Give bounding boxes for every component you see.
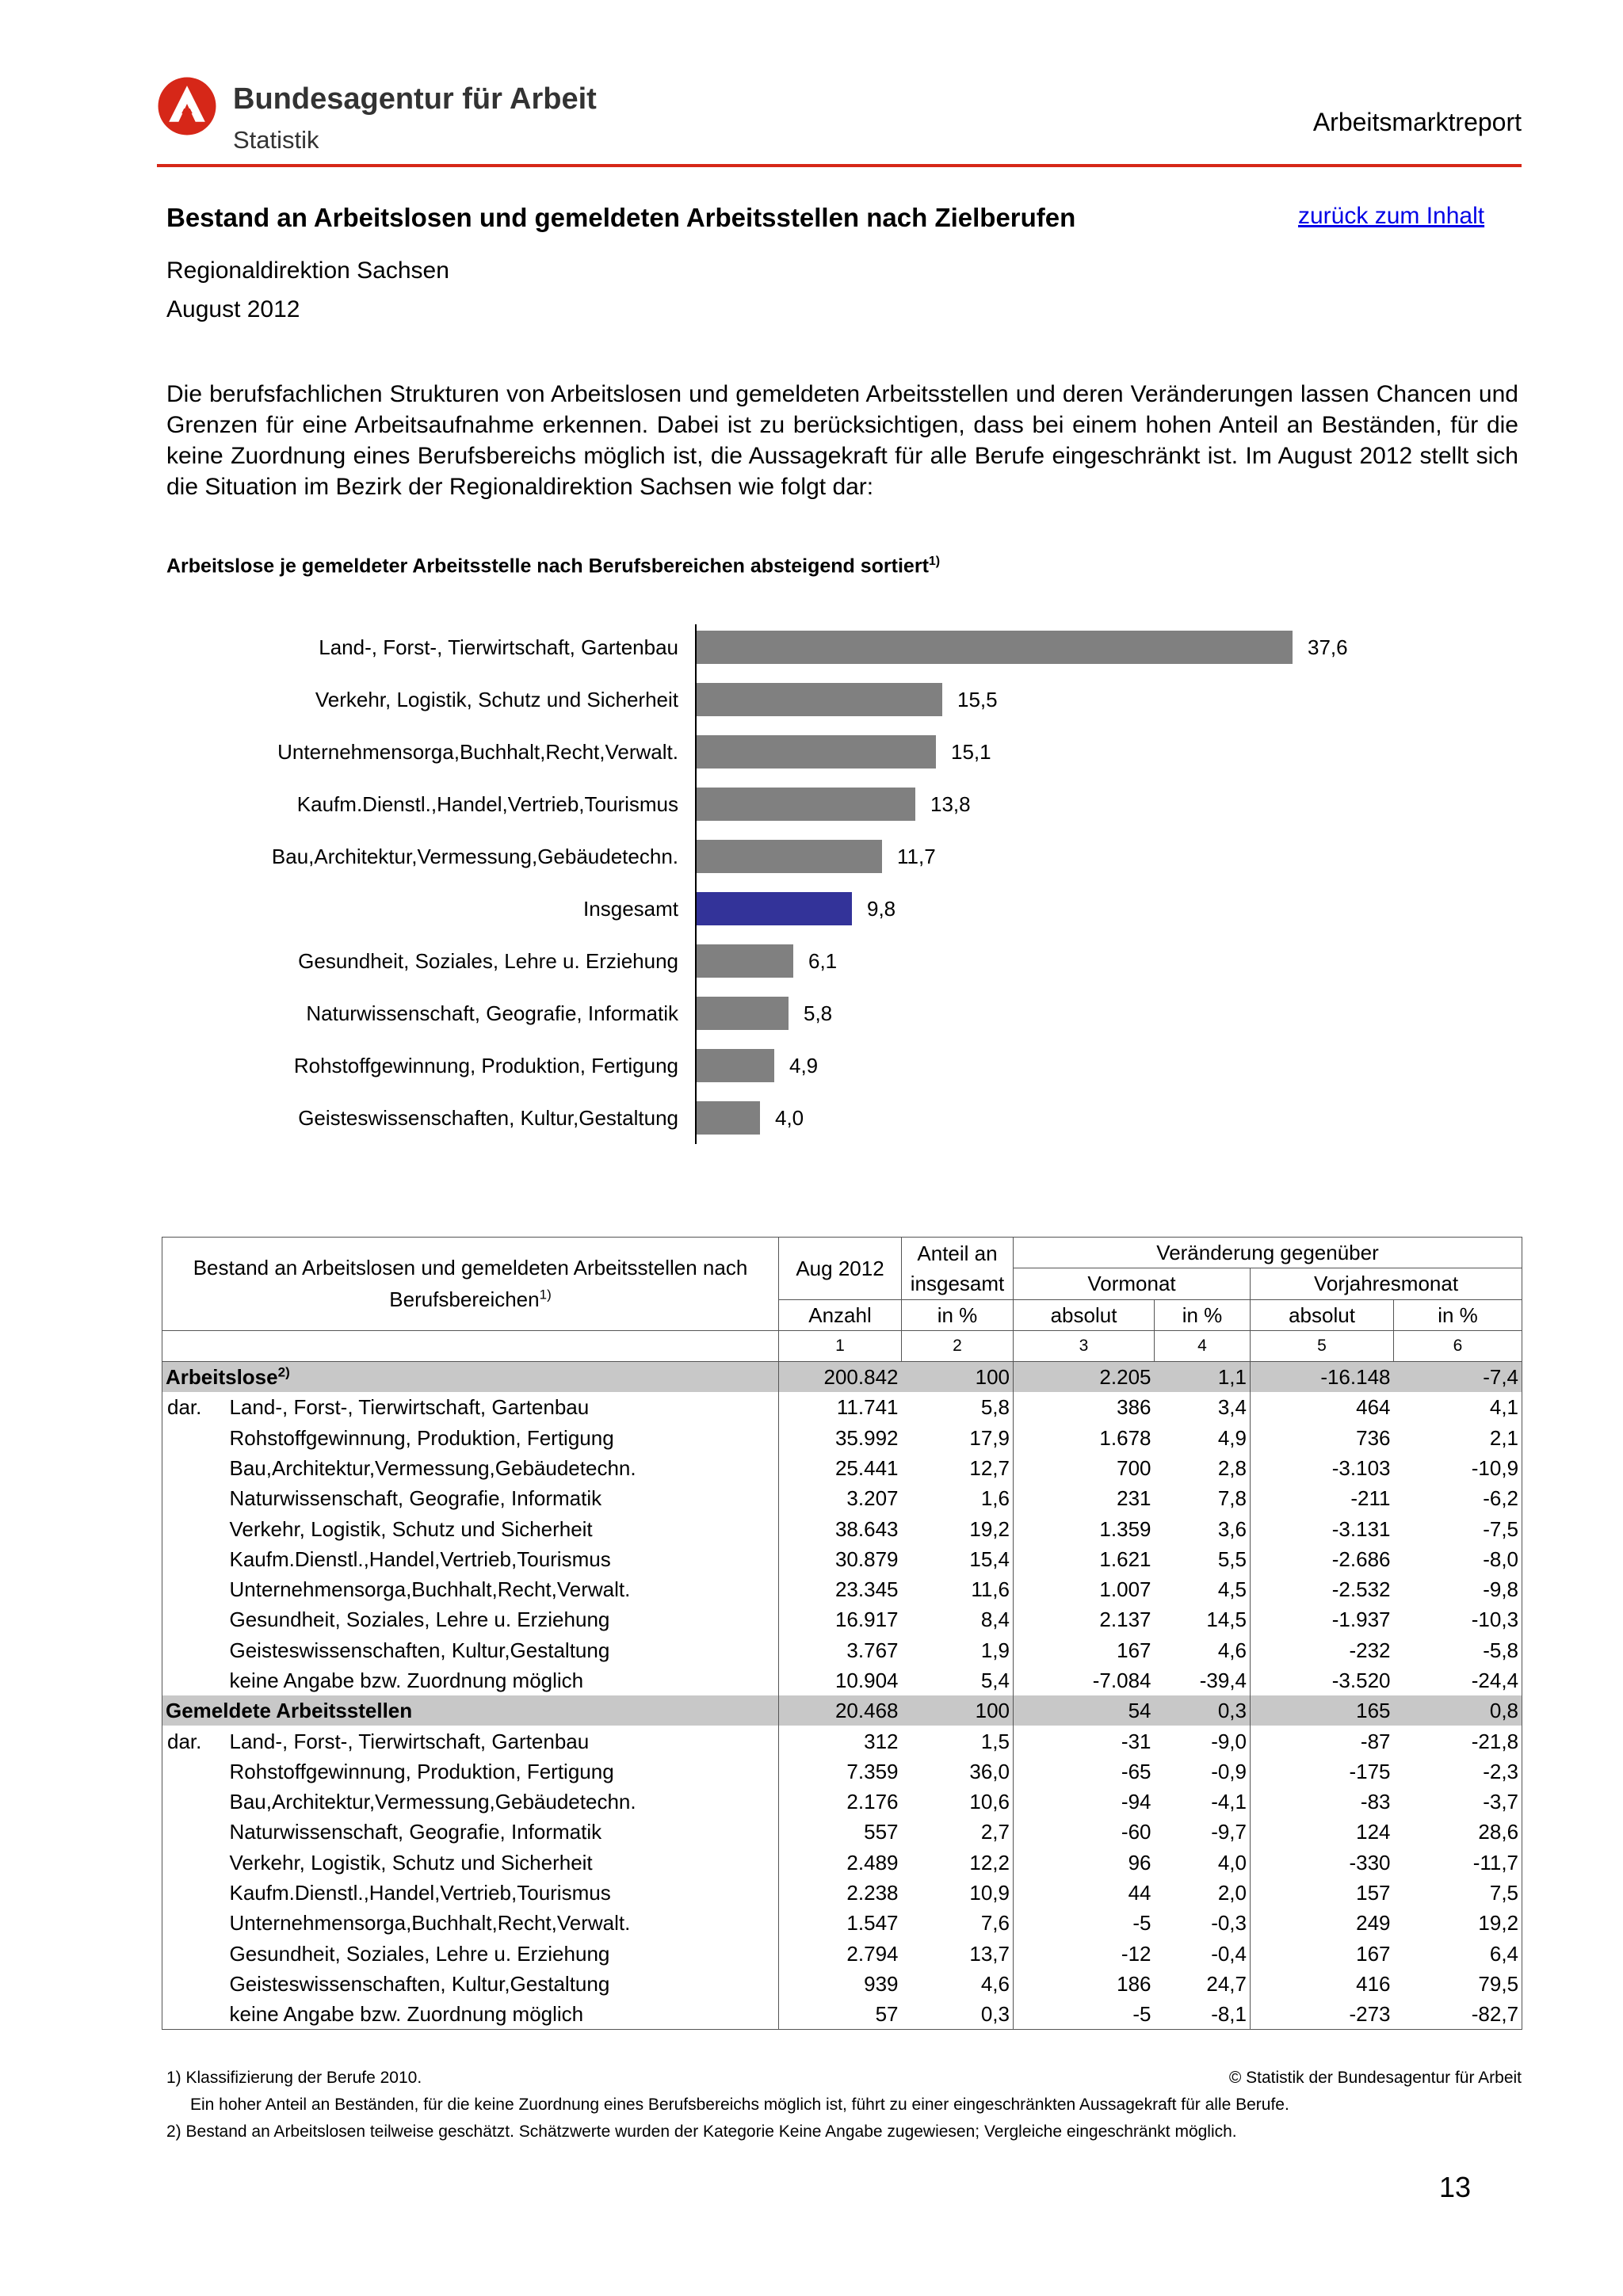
dar-label: dar. xyxy=(162,1392,220,1422)
col-head-change: Veränderung gegenüber xyxy=(1014,1238,1522,1268)
chart-category-label: Rohstoffgewinnung, Produktion, Fertigung xyxy=(293,1054,678,1077)
cell-value: 167 xyxy=(1117,1638,1151,1662)
cell-value: 30.879 xyxy=(834,1547,899,1571)
group-value: 165 xyxy=(1251,1695,1394,1726)
chart-value-label: 5,8 xyxy=(804,1001,833,1025)
chart-category-label: Verkehr, Logistik, Schutz und Sicherheit xyxy=(315,688,678,711)
cell-value: 2,0 xyxy=(1155,1878,1251,1908)
group-value: -7,4 xyxy=(1394,1361,1522,1392)
cell-value: 1,9 xyxy=(902,1635,1014,1665)
cell-value: 23.345 xyxy=(834,1577,899,1602)
chart-category-label: Geisteswissenschaften, Kultur,Gestaltung xyxy=(298,1106,678,1130)
cell-value: 186 xyxy=(1117,1971,1151,1996)
cell-value: -211 xyxy=(1350,1486,1391,1511)
cell-value: 10,6 xyxy=(902,1787,1014,1817)
cell-value: 8,4 xyxy=(902,1604,1014,1634)
cell-value: 1.007 xyxy=(1099,1577,1151,1602)
dar-label xyxy=(162,1483,220,1513)
group-value: 0,3 xyxy=(1155,1695,1251,1726)
footnote-1-detail: Ein hoher Anteil an Beständen, für die keine Zuordnung eines Berufsbereichs möglich ist, führt zu einer eingeschränkten Aussagekraft für alle Berufe. xyxy=(190,2096,1289,2114)
cell-value: 2.794 xyxy=(846,1941,899,1966)
cell-value: 7,8 xyxy=(1155,1483,1251,1513)
row-label: Rohstoffgewinnung, Produktion, Fertigung xyxy=(220,1756,779,1787)
row-label: Verkehr, Logistik, Schutz und Sicherheit xyxy=(220,1848,779,1878)
cell-value: 4,0 xyxy=(1155,1848,1251,1878)
dar-label xyxy=(162,1604,220,1634)
cell-value: -7,5 xyxy=(1394,1513,1522,1543)
chart-bar xyxy=(697,683,942,716)
col-number: 4 xyxy=(1155,1330,1251,1361)
table-group-row xyxy=(162,1361,1522,1392)
group-value: 2.205 xyxy=(1014,1361,1155,1392)
cell-value: 16.917 xyxy=(834,1608,899,1632)
col-number-blank xyxy=(162,1330,779,1361)
cell-value: 35.992 xyxy=(834,1425,899,1450)
cell-value: -39,4 xyxy=(1155,1665,1251,1695)
logo-subtitle: Statistik xyxy=(233,126,319,154)
cell-value: -2.686 xyxy=(1331,1547,1391,1571)
table-row xyxy=(162,1908,1522,1938)
cell-value: 4,9 xyxy=(1155,1422,1251,1452)
col-head-vorjahr: Vorjahresmonat xyxy=(1251,1268,1522,1299)
cell-value: 25.441 xyxy=(834,1455,899,1480)
cell-value: 3,6 xyxy=(1155,1513,1251,1543)
group-value: 0,8 xyxy=(1394,1695,1522,1726)
group-label: Arbeitslose$^{2)}$ xyxy=(162,1361,779,1392)
chart-bar xyxy=(697,735,936,769)
cell-value: 14,5 xyxy=(1155,1604,1251,1634)
cell-value: 1,6 xyxy=(902,1483,1014,1513)
cell-value: -94 xyxy=(1121,1790,1151,1814)
chart-category-label: Naturwissenschaft, Geografie, Informatik xyxy=(306,1001,678,1025)
chart-bar xyxy=(697,1049,774,1082)
cell-value: -3.131 xyxy=(1331,1516,1391,1541)
cell-value: -10,3 xyxy=(1394,1604,1522,1634)
cell-value: -0,3 xyxy=(1155,1908,1251,1938)
region-label: Regionaldirektion Sachsen xyxy=(166,257,449,284)
row-label: Naturwissenschaft, Geografie, Informatik xyxy=(220,1817,779,1847)
table-row xyxy=(162,1604,1522,1634)
group-value: 1,1 xyxy=(1155,1361,1251,1392)
row-label: Bau,Architektur,Vermessung,Gebäudetechn. xyxy=(220,1787,779,1817)
table-body xyxy=(162,1361,1522,2030)
dar-label xyxy=(162,1908,220,1938)
cell-value: 2.137 xyxy=(1099,1608,1151,1632)
dar-label xyxy=(162,1453,220,1483)
table-row xyxy=(162,1635,1522,1665)
cell-value: -2.532 xyxy=(1331,1577,1391,1602)
cell-value: 2,1 xyxy=(1394,1422,1522,1452)
cell-value: -4,1 xyxy=(1155,1787,1251,1817)
chart-category-label: Unternehmensorga,Buchhalt,Recht,Verwalt. xyxy=(277,740,678,764)
report-label: Arbeitsmarktreport xyxy=(1312,108,1522,136)
chart-value-label: 13,8 xyxy=(930,792,971,816)
cell-value: 10,9 xyxy=(902,1878,1014,1908)
cell-value: -7.084 xyxy=(1092,1669,1151,1692)
row-label: Verkehr, Logistik, Schutz und Sicherheit xyxy=(220,1513,779,1543)
data-table xyxy=(162,1237,1522,2030)
table-group-row xyxy=(162,1695,1522,1726)
cell-value: 939 xyxy=(864,1971,899,1996)
cell-value: 386 xyxy=(1117,1395,1151,1420)
cell-value: 7,6 xyxy=(902,1908,1014,1938)
row-label: Kaufm.Dienstl.,Handel,Vertrieb,Tourismus xyxy=(220,1544,779,1574)
cell-value: 1.359 xyxy=(1099,1516,1151,1541)
period-label: August 2012 xyxy=(166,296,300,322)
table-row xyxy=(162,1483,1522,1513)
chart-bar xyxy=(697,892,852,925)
cell-value: 24,7 xyxy=(1155,1969,1251,1999)
dar-label xyxy=(162,1999,220,2030)
cell-value: 79,5 xyxy=(1394,1969,1522,1999)
cell-value: 44 xyxy=(1128,1881,1151,1905)
unit-pct: in % xyxy=(1155,1299,1251,1330)
chart-category-label: Land-, Forst-, Tierwirtschaft, Gartenbau xyxy=(319,635,678,659)
chart-bar xyxy=(697,1101,760,1135)
chart-value-label: 11,7 xyxy=(897,845,936,868)
col-head-aug: Aug 2012 xyxy=(779,1238,902,1300)
chart-category-label: Insgesamt xyxy=(583,897,678,921)
intro-paragraph: Die berufsfachlichen Strukturen von Arbeitslosen und gemeldeten Arbeitsstellen und deren Veränderungen lassen Chancen und Grenzen für eine Arbeitsaufnahme erkennen. Dabei ist zu berücksichtigen, dass bei einem hohen Anteil an Beständen, für die keine Zuordnung eines Berufsbereichs möglich ist, die Aussagekraft für alle Berufe eingeschränkt ist. Im August 2012 stellt sich die Situation im Bezirk der Regionaldirektion Sachsen wie folgt dar: xyxy=(166,381,1518,500)
cell-value: -0,9 xyxy=(1155,1756,1251,1787)
col-number: 5 xyxy=(1251,1330,1394,1361)
cell-value: 7.359 xyxy=(846,1759,899,1783)
cell-value: 15,4 xyxy=(902,1544,1014,1574)
cell-value: 28,6 xyxy=(1394,1817,1522,1847)
dar-label xyxy=(162,1544,220,1574)
chart-category-label: Bau,Architektur,Vermessung,Gebäudetechn. xyxy=(271,845,678,868)
cell-value: -11,7 xyxy=(1394,1848,1522,1878)
cell-value: -9,8 xyxy=(1394,1574,1522,1604)
cell-value: 167 xyxy=(1356,1941,1391,1966)
cell-value: -21,8 xyxy=(1394,1726,1522,1756)
dar-label xyxy=(162,1817,220,1847)
cell-value: -60 xyxy=(1121,1820,1151,1844)
cell-value: 11,6 xyxy=(902,1574,1014,1604)
cell-value: 96 xyxy=(1128,1850,1151,1875)
cell-value: 2.176 xyxy=(846,1790,899,1814)
cell-value: 464 xyxy=(1356,1395,1391,1420)
table-row xyxy=(162,1939,1522,1969)
cell-value: 416 xyxy=(1356,1971,1391,1996)
table-row xyxy=(162,1392,1522,1422)
unit-anzahl: Anzahl xyxy=(779,1299,902,1330)
chart-category-label: Kaufm.Dienstl.,Handel,Vertrieb,Tourismus xyxy=(296,792,678,816)
group-value: 20.468 xyxy=(779,1695,902,1726)
dar-label: dar. xyxy=(162,1726,220,1756)
cell-value: 312 xyxy=(864,1729,899,1753)
cell-value: 157 xyxy=(1356,1881,1391,1905)
chart-bar xyxy=(697,997,789,1030)
cell-value: -0,4 xyxy=(1155,1939,1251,1969)
chart-value-label: 15,1 xyxy=(951,740,991,764)
cell-value: 4,6 xyxy=(1155,1635,1251,1665)
col-number: 3 xyxy=(1014,1330,1155,1361)
cell-value: 19,2 xyxy=(1394,1908,1522,1938)
unit-pct: in % xyxy=(902,1299,1014,1330)
cell-value: -5,8 xyxy=(1394,1635,1522,1665)
dar-label xyxy=(162,1878,220,1908)
cell-value: 4,5 xyxy=(1155,1574,1251,1604)
dar-label xyxy=(162,1939,220,1969)
cell-value: 249 xyxy=(1356,1911,1391,1936)
col-number: 6 xyxy=(1394,1330,1522,1361)
cell-value: 231 xyxy=(1117,1486,1151,1511)
cell-value: -9,0 xyxy=(1155,1726,1251,1756)
footnote-2: 2) Bestand an Arbeitslosen teilweise geschätzt. Schätzwerte wurden der Kategorie Keine Angabe zugewiesen; Vergleiche eingeschränkt möglich. xyxy=(166,2122,1237,2141)
cell-value: -87 xyxy=(1360,1729,1391,1753)
col-head-anteil: Anteil an insgesamt xyxy=(902,1238,1014,1300)
cell-value: 7,5 xyxy=(1394,1878,1522,1908)
chart-bar xyxy=(697,840,882,873)
cell-value: 4,1 xyxy=(1394,1392,1522,1422)
cell-value: 4,6 xyxy=(902,1969,1014,1999)
row-label: keine Angabe bzw. Zuordnung möglich xyxy=(220,1999,779,2030)
table-row xyxy=(162,1544,1522,1574)
cell-value: -65 xyxy=(1121,1759,1151,1783)
chart-bar xyxy=(697,631,1293,664)
chart-title-text: Arbeitslose je gemeldeter Arbeitsstelle nach Berufsbereichen absteigend sortiert xyxy=(166,555,929,578)
row-label: Land-, Forst-, Tierwirtschaft, Gartenbau xyxy=(220,1726,779,1756)
dar-label xyxy=(162,1513,220,1543)
cell-value: 557 xyxy=(864,1820,899,1844)
cell-value: -1.937 xyxy=(1331,1608,1391,1632)
cell-value: 1.621 xyxy=(1099,1547,1151,1571)
cell-value: 5,8 xyxy=(902,1392,1014,1422)
table-head-label: Bestand an Arbeitslosen und gemeldeten Arbeitsstellen nach Berufsbereichen$^{1)}$ xyxy=(162,1238,779,1331)
row-label: Land-, Forst-, Tierwirtschaft, Gartenbau xyxy=(220,1392,779,1422)
dar-label xyxy=(162,1574,220,1604)
cell-value: -273 xyxy=(1251,1999,1394,2030)
cell-value: -6,2 xyxy=(1394,1483,1522,1513)
dar-label xyxy=(162,1422,220,1452)
group-value: -16.148 xyxy=(1251,1361,1394,1392)
col-number: 1 xyxy=(779,1330,902,1361)
cell-value: 2,7 xyxy=(902,1817,1014,1847)
group-value: 100 xyxy=(902,1695,1014,1726)
cell-value: 1,5 xyxy=(902,1726,1014,1756)
cell-value: -8,0 xyxy=(1394,1544,1522,1574)
cell-value: -5 xyxy=(1014,1999,1155,2030)
row-label: Unternehmensorga,Buchhalt,Recht,Verwalt. xyxy=(220,1574,779,1604)
cell-value: 700 xyxy=(1117,1455,1151,1480)
cell-value: 5,4 xyxy=(902,1665,1014,1695)
cell-value: 19,2 xyxy=(902,1513,1014,1543)
cell-value: -8,1 xyxy=(1155,1999,1251,2030)
table-row xyxy=(162,1756,1522,1787)
row-label: Unternehmensorga,Buchhalt,Recht,Verwalt. xyxy=(220,1908,779,1938)
dar-label xyxy=(162,1635,220,1665)
cell-value: 5,5 xyxy=(1155,1544,1251,1574)
cell-value: 2,8 xyxy=(1155,1453,1251,1483)
table-row xyxy=(162,1453,1522,1483)
page-number: 13 xyxy=(1439,2171,1472,2203)
col-head-vormonat: Vormonat xyxy=(1014,1268,1251,1299)
footnote-1: 1) Klassifizierung der Berufe 2010. xyxy=(166,2069,422,2087)
cell-value: 2.489 xyxy=(846,1850,899,1875)
table-row xyxy=(162,1848,1522,1878)
cell-value: 124 xyxy=(1356,1820,1391,1844)
row-label: Gesundheit, Soziales, Lehre u. Erziehung xyxy=(220,1604,779,1634)
row-label: Rohstoffgewinnung, Produktion, Fertigung xyxy=(220,1422,779,1452)
group-value: 100 xyxy=(902,1361,1014,1392)
row-label: Kaufm.Dienstl.,Handel,Vertrieb,Tourismus xyxy=(220,1878,779,1908)
row-label: Geisteswissenschaften, Kultur,Gestaltung xyxy=(220,1969,779,1999)
chart-value-label: 6,1 xyxy=(808,949,838,973)
cell-value: -24,4 xyxy=(1394,1665,1522,1695)
chart-category-label: Gesundheit, Soziales, Lehre u. Erziehung xyxy=(298,949,678,973)
page-title: Bestand an Arbeitslosen und gemeldeten Arbeitsstellen nach Zielberufen xyxy=(166,203,1076,232)
table-row xyxy=(162,1422,1522,1452)
back-to-contents-link[interactable]: zurück zum Inhalt xyxy=(1298,203,1485,229)
cell-value: -10,9 xyxy=(1394,1453,1522,1483)
table-row xyxy=(162,1878,1522,1908)
cell-value: 1.678 xyxy=(1099,1425,1151,1450)
unit-pct: in % xyxy=(1394,1299,1522,1330)
cell-value: 6,4 xyxy=(1394,1939,1522,1969)
cell-value: 2.238 xyxy=(846,1881,899,1905)
table-row xyxy=(162,1513,1522,1543)
cell-value: -5 xyxy=(1132,1911,1151,1936)
group-value: 54 xyxy=(1014,1695,1155,1726)
dar-label xyxy=(162,1848,220,1878)
chart-bar xyxy=(697,944,793,978)
unit-abs: absolut xyxy=(1014,1299,1155,1330)
table-row xyxy=(162,1787,1522,1817)
chart-bar xyxy=(697,788,915,821)
cell-value: 0,3 xyxy=(902,1999,1014,2030)
cell-value: 57 xyxy=(779,1999,902,2030)
cell-value: -175 xyxy=(1349,1759,1391,1783)
cell-value: -12 xyxy=(1121,1941,1151,1966)
cell-value: -83 xyxy=(1360,1790,1391,1814)
cell-value: -31 xyxy=(1121,1729,1151,1753)
copyright: © Statistik der Bundesagentur für Arbeit xyxy=(1228,2069,1522,2087)
chart-value-label: 4,9 xyxy=(789,1054,819,1077)
row-label: Naturwissenschaft, Geografie, Informatik xyxy=(220,1483,779,1513)
chart-value-label: 4,0 xyxy=(775,1106,804,1130)
table-row xyxy=(162,1574,1522,1604)
chart-value-label: 9,8 xyxy=(867,897,896,921)
cell-value: -3.520 xyxy=(1331,1669,1391,1692)
dar-label xyxy=(162,1787,220,1817)
cell-value: 736 xyxy=(1356,1425,1391,1450)
cell-value: -82,7 xyxy=(1394,1999,1522,2030)
row-label: keine Angabe bzw. Zuordnung möglich xyxy=(220,1665,779,1695)
dar-label xyxy=(162,1665,220,1695)
table-row xyxy=(162,1999,1522,2030)
table-row xyxy=(162,1969,1522,1999)
cell-value: -3,7 xyxy=(1394,1787,1522,1817)
cell-value: -9,7 xyxy=(1155,1817,1251,1847)
unit-abs: absolut xyxy=(1251,1299,1394,1330)
cell-value: 12,2 xyxy=(902,1848,1014,1878)
group-value: 200.842 xyxy=(779,1361,902,1392)
table-row xyxy=(162,1726,1522,1756)
cell-value: 38.643 xyxy=(834,1516,899,1541)
cell-value: 1.547 xyxy=(846,1911,899,1936)
logo-name: Bundesagentur für Arbeit xyxy=(233,82,597,116)
cell-value: 17,9 xyxy=(902,1422,1014,1452)
cell-value: -3.103 xyxy=(1331,1455,1391,1480)
row-label: Geisteswissenschaften, Kultur,Gestaltung xyxy=(220,1635,779,1665)
cell-value: 10.904 xyxy=(834,1669,899,1692)
cell-value: 3,4 xyxy=(1155,1392,1251,1422)
table-row xyxy=(162,1817,1522,1847)
cell-value: -2,3 xyxy=(1394,1756,1522,1787)
chart-value-label: 37,6 xyxy=(1308,635,1348,659)
chart-value-label: 15,5 xyxy=(957,688,998,711)
cell-value: -232 xyxy=(1349,1638,1391,1662)
cell-value: 3.207 xyxy=(846,1486,899,1511)
dar-label xyxy=(162,1756,220,1787)
cell-value: 3.767 xyxy=(846,1638,899,1662)
row-label: Bau,Architektur,Vermessung,Gebäudetechn. xyxy=(220,1453,779,1483)
cell-value: 11.741 xyxy=(836,1395,899,1420)
table-row xyxy=(162,1665,1522,1695)
cell-value: 12,7 xyxy=(902,1453,1014,1483)
chart-title-footnote: 1) xyxy=(928,555,941,568)
group-label: Gemeldete Arbeitsstellen xyxy=(162,1695,779,1726)
cell-value: 36,0 xyxy=(902,1756,1014,1787)
cell-value: 13,7 xyxy=(902,1939,1014,1969)
cell-value: -330 xyxy=(1349,1850,1391,1875)
row-label: Gesundheit, Soziales, Lehre u. Erziehung xyxy=(220,1939,779,1969)
col-number: 2 xyxy=(902,1330,1014,1361)
dar-label xyxy=(162,1969,220,1999)
